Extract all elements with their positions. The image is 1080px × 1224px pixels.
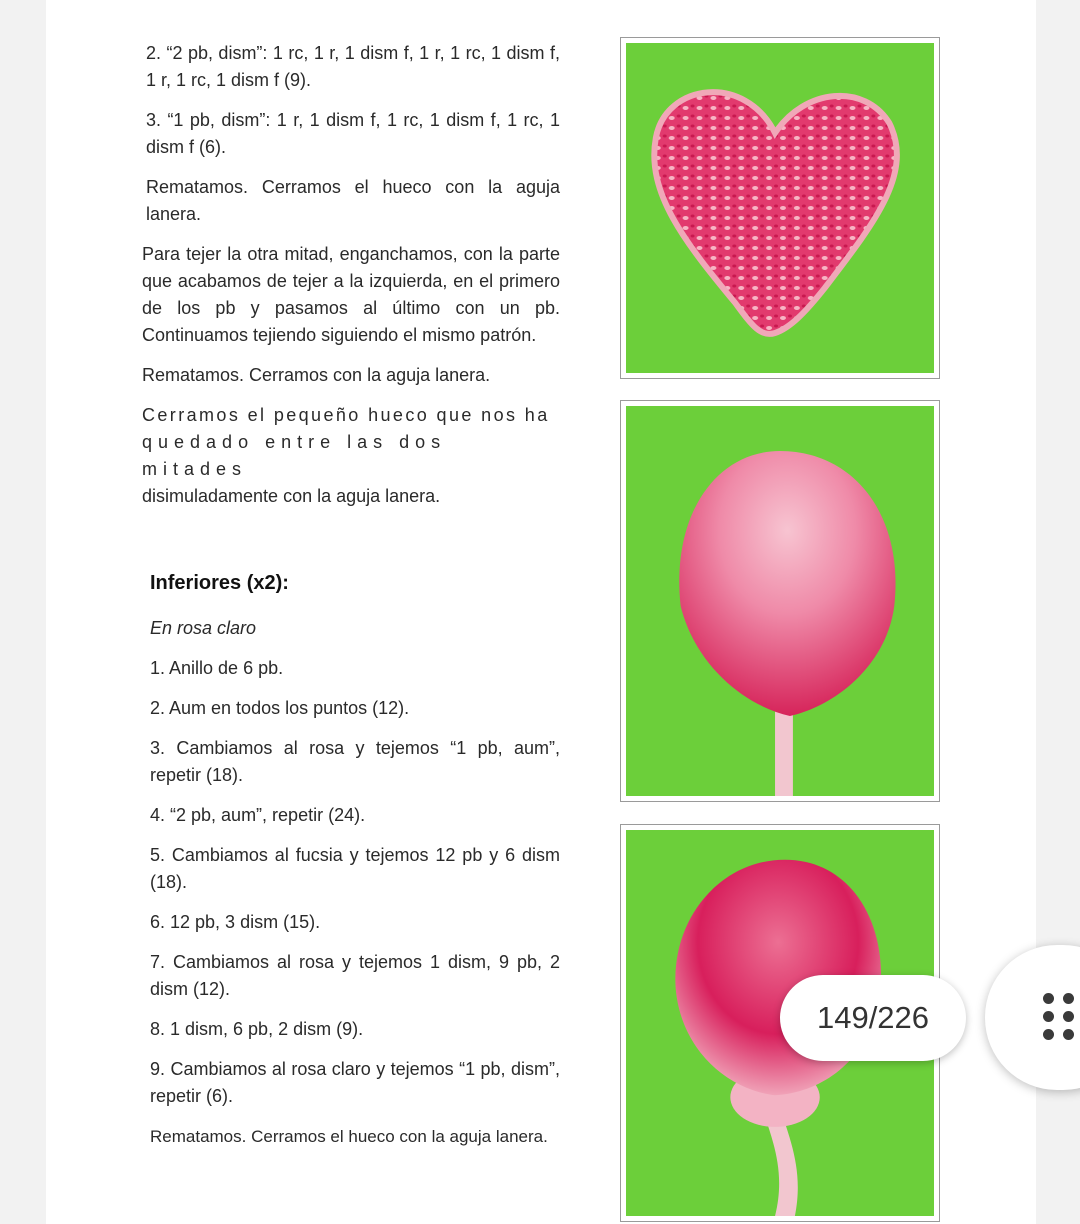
closing-text: Rematamos. Cerramos el hueco con la aguja lanera. xyxy=(150,1127,548,1146)
paragraph: Rematamos. Cerramos el hueco con la aguja lanera. xyxy=(146,177,560,224)
step: 1. Anillo de 6 pb. xyxy=(150,658,284,678)
paragraph-line: quedado entre las dos mitades xyxy=(142,432,447,479)
paragraph: 2. “2 pb, dism”: 1 rc, 1 r, 1 dism f, 1 r, 1 rc, 1 dism f, 1 r, 1 rc, 1 dism f (9). xyxy=(146,43,560,90)
paragraph-line: disimuladamente con la aguja lanera. xyxy=(142,486,441,506)
step: 5. Cambiamos al fucsia y tejemos 12 pb y 6 dism (18). xyxy=(150,845,560,892)
step: 4. “2 pb, aum”, repetir (24). xyxy=(150,805,366,825)
section-heading: Inferiores (x2): xyxy=(150,572,289,594)
step: 3. Cambiamos al rosa y tejemos “1 pb, aum”, repetir (18). xyxy=(150,738,560,785)
paragraph: 3. “1 pb, dism”: 1 r, 1 dism f, 1 rc, 1 dism f, 1 rc, 1 dism f (6). xyxy=(146,110,560,157)
step: 6. 12 pb, 3 dism (15). xyxy=(150,912,321,932)
step: 8. 1 dism, 6 pb, 2 dism (9). xyxy=(150,1019,364,1039)
page-counter: 149/226 xyxy=(780,975,966,1061)
text-column xyxy=(142,40,560,1163)
paragraph: Rematamos. Cerramos con la aguja lanera. xyxy=(142,365,491,385)
photo-heart xyxy=(620,37,940,379)
paragraph-line: Cerramos el pequeño hueco que nos ha xyxy=(142,405,550,425)
grid-dots-icon xyxy=(1043,993,1075,1041)
step: 2. Aum en todos los puntos (12). xyxy=(150,698,410,718)
photo-sphere-light xyxy=(620,400,940,802)
paragraph: Para tejer la otra mitad, enganchamos, con la parte que acabamos de tejer a la izquierda, en el primero de los pb y pasamos al último con un pb. Continuamos tejiendo siguiendo el mismo patrón. xyxy=(142,244,560,345)
step: 9. Cambiamos al rosa claro y tejemos “1 pb, dism”, repetir (6). xyxy=(150,1059,560,1106)
step: 7. Cambiamos al rosa y tejemos 1 dism, 9 pb, 2 dism (12). xyxy=(150,952,560,999)
section-subtitle: En rosa claro xyxy=(150,618,257,638)
